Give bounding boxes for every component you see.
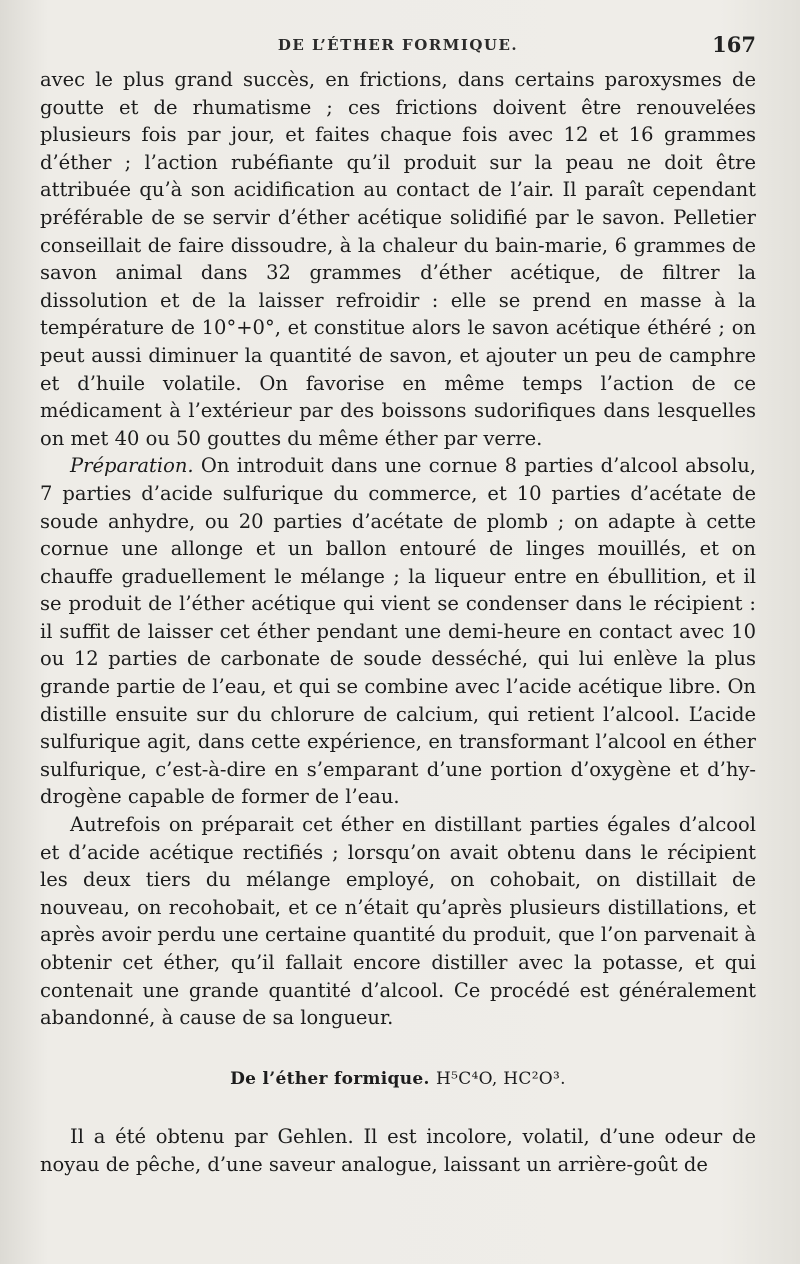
page-header [40, 32, 756, 62]
paragraph-continuation [40, 66, 756, 452]
section-title: De l’éther formique. [230, 1068, 430, 1089]
paragraph-text: Il a été obtenu par Gehlen. Il est incolore, volatil, d’une odeur de noyau de pêche, d’une saveur analogue, laissant un arrière-goût de [40, 1125, 756, 1176]
preparation-lead: Préparation. [70, 454, 194, 478]
body-text [40, 66, 756, 1179]
page-number: 167 [712, 32, 756, 57]
paragraph-text: avec le plus grand succès, en frictions, dans certains paroxysmes de goutte et de rhumatisme ; ces frictions doivent être renouvelées plusieurs fois par jour, et faites chaque fois avec 12 et 16 grammes d’éther ; l’action rubéfiante qu’il produit sur la peau ne doit être attribuée qu’à son acidification au contact de l’air. Il paraît cependant préférable de se servir d’éther acétique solidifié par le savon. Pelletier conseillait de faire dissoudre, à la chaleur du bain-marie, 6 grammes de savon animal dans 32 grammes d’éther acétique, de filtrer la dissolution et de la laisser refroidir : elle se prend en masse à la température de 10°+0°, et constitue alors le savon acétique éthéré ; on peut aussi diminuer la quantité de savon, et ajouter un peu de camphre et d’huile volatile. On favorise en même temps l’action de ce médicament à l’extérieur par des boissons sudorifiques dans lesquelles on met 40 ou 50 gouttes du même éther par verre. [40, 68, 756, 450]
paragraph-preparation [40, 452, 756, 811]
section-formula: H⁵C⁴O, HC²O³. [435, 1068, 566, 1089]
paragraph-final [40, 1123, 756, 1178]
paragraph-autrefois [40, 811, 756, 1032]
section-heading [40, 1066, 756, 1094]
running-head: DE L’ÉTHER FORMIQUE. [277, 36, 519, 54]
paragraph-text: On introduit dans une cornue 8 parties d’alcool absolu, 7 parties d’acide sulfurique du commerce, et 10 parties d’acétate de soude anhydre, ou 20 parties d’acétate de plomb ; on adapte à cette cornue une allonge et un ballon entouré de linges mouillés, et on chauffe graduellement le mélange ; la liqueur entre en ébullition, et il se produit de l’éther acétique qui vient se condenser dans le récipient : il suffit de laisser cet éther pendant une demi-heure en contact avec 10 ou 12 parties de carbonate de soude desséché, qui lui enlève la plus grande partie de l’eau, et qui se combine avec l’acide acétique libre. On distille ensuite sur du chlorure de calcium, qui retient l’alcool. L’acide sulfurique agit, dans cette expérience, en transformant l’alcool en éther sulfurique, c’est-à-dire en s’emparant d’une portion d’oxygène et d’hydrogène capable de former de l’eau. [40, 454, 756, 809]
paragraph-text: Autrefois on préparait cet éther en distillant parties égales d’alcool et d’acide acétique rectifiés ; lorsqu’on avait obtenu dans le récipient les deux tiers du mélange employé, on cohobait, on distillait de nouveau, on recohobait, et ce n’était qu’après plusieurs distillations, et après avoir perdu une certaine quantité du produit, que l’on parvenait à obtenir cet éther, qu’il fallait encore distiller avec la potasse, et qui contenait une grande quantité d’alcool. Ce procédé est généralement abandonné, à cause de sa longueur. [40, 813, 756, 1030]
